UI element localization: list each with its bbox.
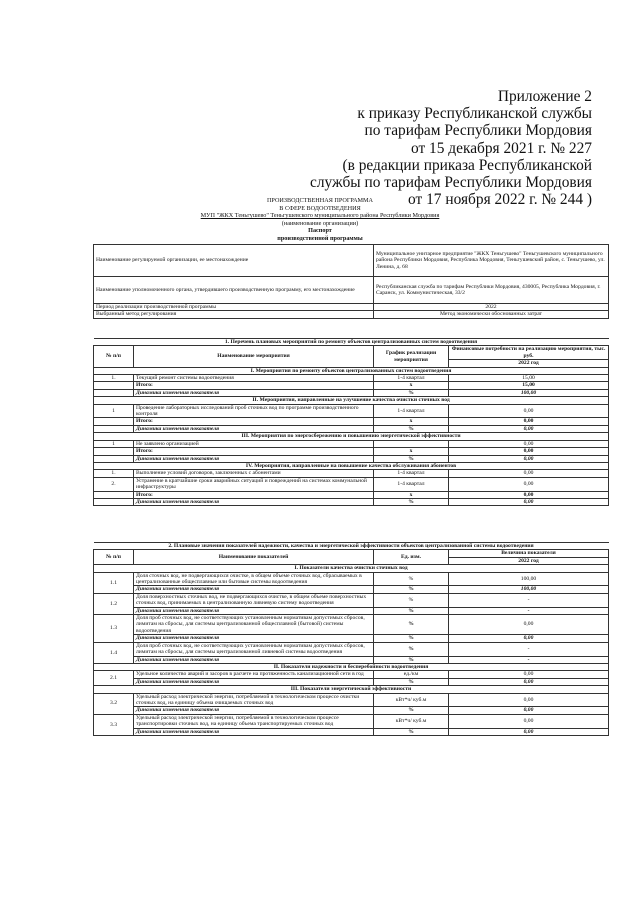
dynamics-unit: % xyxy=(374,498,449,505)
dynamics-row xyxy=(94,607,609,614)
row-value: 0,00 xyxy=(449,671,609,678)
total-label: Итого: xyxy=(134,382,374,389)
passport-table xyxy=(93,244,609,319)
dynamics-row xyxy=(94,425,609,432)
dynamics-value: 0,00 xyxy=(449,678,609,685)
table-row xyxy=(94,375,609,382)
section-title: II. Показатели надежности и бесперебойности водоотведения xyxy=(94,663,609,670)
dynamics-unit: % xyxy=(374,607,449,614)
total-label: Итого: xyxy=(134,418,374,425)
row-name: Доля проб сточных вод, не соответствующих установленным нормативам допустимых сбросов, лимитам на сбросы, для системы централизованной ливневой системы водоотведения xyxy=(134,642,374,656)
passport-value: Муниципальное унитарное предприятие "ЖКХ Теньгушево" Теньгушевского муниципального района Республики Мордовия, Республика Мордовия, Теньгушевский район, с. Теньгушево, ул. Ленина, д. 68 xyxy=(374,245,609,277)
passport-subheading: производственной программы xyxy=(277,234,363,242)
row-name: Проведение лабораторных исследований проб сточных вод по программе производственного контроля xyxy=(134,404,374,418)
dynamics-value: 100,00 xyxy=(449,389,609,396)
dynamics-row xyxy=(94,498,609,505)
dynamics-unit: % xyxy=(374,635,449,642)
row-num: 1. xyxy=(94,470,134,477)
total-schedule: х xyxy=(374,418,449,425)
col-year-header: 2022 год xyxy=(449,557,609,564)
table-header xyxy=(94,346,609,360)
dynamics-row xyxy=(94,455,609,462)
dynamics-label: Динамика изменения показателя xyxy=(134,707,374,714)
dynamics-label: Динамика изменения показателя xyxy=(134,607,374,614)
header-line: (в редакции приказа Республиканской xyxy=(342,156,592,174)
table-row xyxy=(94,671,609,678)
row-value: - xyxy=(449,642,609,656)
row-unit: % xyxy=(374,593,449,607)
dynamics-row xyxy=(94,586,609,593)
row-name: Устранение в кратчайшие сроки аварийных ситуаций и повреждений на системах коммунальной инфраструктуры xyxy=(134,477,374,491)
row-schedule: 1-4 квартал xyxy=(374,375,449,382)
total-row xyxy=(94,382,609,389)
passport-value: Метод экономически обоснованных затрат xyxy=(374,311,609,318)
dynamics-unit: % xyxy=(374,656,449,663)
dynamics-row xyxy=(94,656,609,663)
dynamics-row xyxy=(94,707,609,714)
col-num-header: № п/п xyxy=(94,550,134,565)
row-value: 100,00 xyxy=(449,572,609,586)
passport-value: Республиканская служба по тарифам Республики Мордовия, 430005, Республика Мордовия, г. Саранск, ул. Коммунистическая, 33/2 xyxy=(374,277,609,304)
dynamics-row xyxy=(94,389,609,396)
row-name: Доля проб сточных вод, не соответствующих установленным нормативам допустимых сбросов, лимитам на сбросы, для системы централизованной общесплавной (бытовой) системы водоотведения xyxy=(134,615,374,635)
total-schedule: х xyxy=(374,448,449,455)
row-value: 0,00 xyxy=(449,693,609,707)
header-line: от 17 ноября 2022 г. № 244 ) xyxy=(408,191,592,209)
total-value: 0,00 xyxy=(449,448,609,455)
row-name: Доля сточных вод, не подвергающихся очистке, в общем объеме сточных вод, сбрасываемых в централизованные общесплавные или бытовые системы водоотведения xyxy=(134,572,374,586)
row-name: Текущий ремонт системы водоотведения xyxy=(134,375,374,382)
passport-label: Выбранный метод регулирования xyxy=(94,311,374,318)
row-num: 1.2 xyxy=(94,593,134,614)
row-name: Не заявлено организацией xyxy=(134,440,374,447)
dynamics-value: 0,00 xyxy=(449,455,609,462)
header-line: по тарифам Республики Мордовия xyxy=(364,122,592,140)
table-row xyxy=(94,615,609,635)
row-num: 2.1 xyxy=(94,671,134,686)
table-row xyxy=(94,572,609,586)
table-row xyxy=(94,642,609,656)
dynamics-row xyxy=(94,635,609,642)
header-line: к приказу Республиканской службы xyxy=(357,105,592,123)
row-unit: ед./км xyxy=(374,671,449,678)
col-num-header: № п/п xyxy=(94,346,134,367)
table-row xyxy=(94,304,609,311)
dynamics-value: - xyxy=(449,656,609,663)
dynamics-label: Динамика изменения показателя xyxy=(134,389,374,396)
row-name: Удельное количество аварий и засоров в расчете на протяженность канализационной сети в год xyxy=(134,671,374,678)
row-schedule: 1-4 квартал xyxy=(374,404,449,418)
dynamics-label: Динамика изменения показателя xyxy=(134,586,374,593)
dynamics-value: 0,00 xyxy=(449,635,609,642)
dynamics-unit: % xyxy=(374,707,449,714)
col-finance-header: Финансовые потребности на реализацию мероприятия, тыс. руб. xyxy=(449,346,609,360)
table-row xyxy=(94,440,609,447)
header-line: от 15 декабря 2021 г. № 227 xyxy=(410,139,592,157)
program-title-line1: ПРОИЗВОДСТВЕННАЯ ПРОГРАММА xyxy=(266,197,374,204)
total-row xyxy=(94,491,609,498)
row-value: 0,00 xyxy=(449,440,609,447)
total-label: Итого: xyxy=(134,491,374,498)
dynamics-unit: % xyxy=(374,586,449,593)
section-title: III. Показатели энергетической эффективности xyxy=(94,686,609,693)
col-value-header: Величина показателя xyxy=(449,550,609,557)
dynamics-label: Динамика изменения показателя xyxy=(134,498,374,505)
row-unit: кВт*ч/ куб.м xyxy=(374,714,449,728)
table-row xyxy=(94,714,609,728)
program-title-line2: В СФЕРЕ ВОДООТВЕДЕНИЯ xyxy=(279,204,361,212)
table1-title: 1. Перечень плановых мероприятий по ремонту объектов централизованных систем водоотведения xyxy=(94,339,609,346)
table-row xyxy=(94,470,609,477)
row-schedule: 1-4 квартал xyxy=(374,477,449,491)
table-row xyxy=(94,404,609,418)
row-value: 0,00 xyxy=(449,477,609,491)
total-label: Итого: xyxy=(134,448,374,455)
total-schedule: х xyxy=(374,491,449,498)
program-title xyxy=(0,197,640,243)
total-row xyxy=(94,448,609,455)
repair-activities-table xyxy=(93,338,609,506)
dynamics-label: Динамика изменения показателя xyxy=(134,656,374,663)
dynamics-label: Динамика изменения показателя xyxy=(134,455,374,462)
row-num: 1. xyxy=(94,375,134,382)
dynamics-value: 0,00 xyxy=(449,728,609,735)
total-row xyxy=(94,418,609,425)
total-value: 15,00 xyxy=(449,382,609,389)
row-num: 1.1 xyxy=(94,572,134,593)
table-header xyxy=(94,550,609,557)
table-row xyxy=(94,477,609,491)
row-value: - xyxy=(449,593,609,607)
table-row xyxy=(94,593,609,607)
row-num: 1.3 xyxy=(94,615,134,643)
col-name-header: Наименование мероприятия xyxy=(134,346,374,367)
row-value: 0,00 xyxy=(449,404,609,418)
table-row xyxy=(94,311,609,318)
row-name: Выполнение условий договоров, заключенных с абонентами xyxy=(134,470,374,477)
row-schedule xyxy=(374,440,449,447)
header-line: службы по тарифам Республики Мордовия xyxy=(310,174,592,192)
organization-caption: (наименование организации) xyxy=(281,219,359,227)
col-name-header: Наименование показателей xyxy=(134,550,374,565)
table-row xyxy=(94,693,609,707)
dynamics-unit: % xyxy=(374,728,449,735)
dynamics-label: Динамика изменения показателя xyxy=(134,425,374,432)
passport-label: Наименование уполномоченного органа, утвердившего производственную программу, его местонахождение xyxy=(94,277,374,304)
section-title: I. Мероприятия по ремонту объектов централизованных систем водоотведения xyxy=(94,367,609,374)
dynamics-label: Динамика изменения показателя xyxy=(134,635,374,642)
section-title: I. Показатели качества очистки сточных вод xyxy=(94,565,609,572)
table2-title: 2. Плановые значения показателей надежности, качества и энергетической эффективности объектов централизованной системы водоотведения xyxy=(94,543,609,550)
passport-label: Наименование регулируемой организации, ее местонахождение xyxy=(94,245,374,277)
row-value: 0,00 xyxy=(449,714,609,728)
row-num: 1 xyxy=(94,404,134,418)
appendix-header xyxy=(310,88,592,208)
col-year-header: 2022 год xyxy=(449,360,609,367)
dynamics-row xyxy=(94,678,609,685)
dynamics-unit: % xyxy=(374,678,449,685)
dynamics-label: Динамика изменения показателя xyxy=(134,728,374,735)
table-row xyxy=(94,245,609,277)
row-value: 0,00 xyxy=(449,615,609,635)
dynamics-value: 0,00 xyxy=(449,425,609,432)
dynamics-unit: % xyxy=(374,455,449,462)
dynamics-label: Динамика изменения показателя xyxy=(134,678,374,685)
row-value: 0,00 xyxy=(449,470,609,477)
row-num: 3.3 xyxy=(94,714,134,735)
row-name: Доля поверхностных сточных вод, не подвергающихся очистке, в общем объеме поверхностных сточных вод, принимаемых в централизованную ливневую систему водоотведения xyxy=(134,593,374,607)
dynamics-value: 0,00 xyxy=(449,707,609,714)
passport-value: 2022 xyxy=(374,304,609,311)
table-row xyxy=(94,277,609,304)
dynamics-value: 0,00 xyxy=(449,498,609,505)
row-num: 2. xyxy=(94,477,134,491)
row-unit: % xyxy=(374,572,449,586)
indicators-table xyxy=(93,542,609,736)
row-num: 1.4 xyxy=(94,642,134,663)
passport-heading: Паспорт xyxy=(308,227,332,235)
passport-label: Период реализации производственной программы xyxy=(94,304,374,311)
section-title: III. Мероприятия по энергосбережению и повышению энергетической эффективности xyxy=(94,433,609,440)
dynamics-unit: % xyxy=(374,425,449,432)
dynamics-row xyxy=(94,728,609,735)
row-num: 1 xyxy=(94,440,134,447)
total-value: 0,00 xyxy=(449,418,609,425)
row-unit: % xyxy=(374,642,449,656)
total-schedule: х xyxy=(374,382,449,389)
organization-name: МУП "ЖКХ Теньгушево" Теньгушевского муниципального района Республики Мордовия xyxy=(200,212,440,220)
col-unit-header: Ед. изм. xyxy=(374,550,449,565)
row-value: 15,00 xyxy=(449,375,609,382)
dynamics-value: 100,00 xyxy=(449,586,609,593)
row-num: 3.2 xyxy=(94,693,134,714)
row-schedule: 1-4 квартал xyxy=(374,470,449,477)
row-name: Удельный расход электрической энергии, потребляемой в технологическом процессе очистки сточных вод, на единицу объема очищаемых сточных вод xyxy=(134,693,374,707)
section-title: II. Мероприятия, направленные на улучшение качества очистки сточных вод xyxy=(94,397,609,404)
section-title: IV. Мероприятия, направленные на повышение качества обслуживания абонентов xyxy=(94,462,609,469)
col-schedule-header: График реализации мероприятия xyxy=(374,346,449,367)
total-value: 0,00 xyxy=(449,491,609,498)
row-unit: % xyxy=(374,615,449,635)
dynamics-unit: % xyxy=(374,389,449,396)
header-line: Приложение 2 xyxy=(497,88,592,105)
dynamics-value: - xyxy=(449,607,609,614)
row-name: Удельный расход электрической энергии, потребляемой в технологическом процессе транспортировки сточных вод, на единицу объема транспортируемых сточных вод xyxy=(134,714,374,728)
row-unit: кВт*ч/ куб.м xyxy=(374,693,449,707)
